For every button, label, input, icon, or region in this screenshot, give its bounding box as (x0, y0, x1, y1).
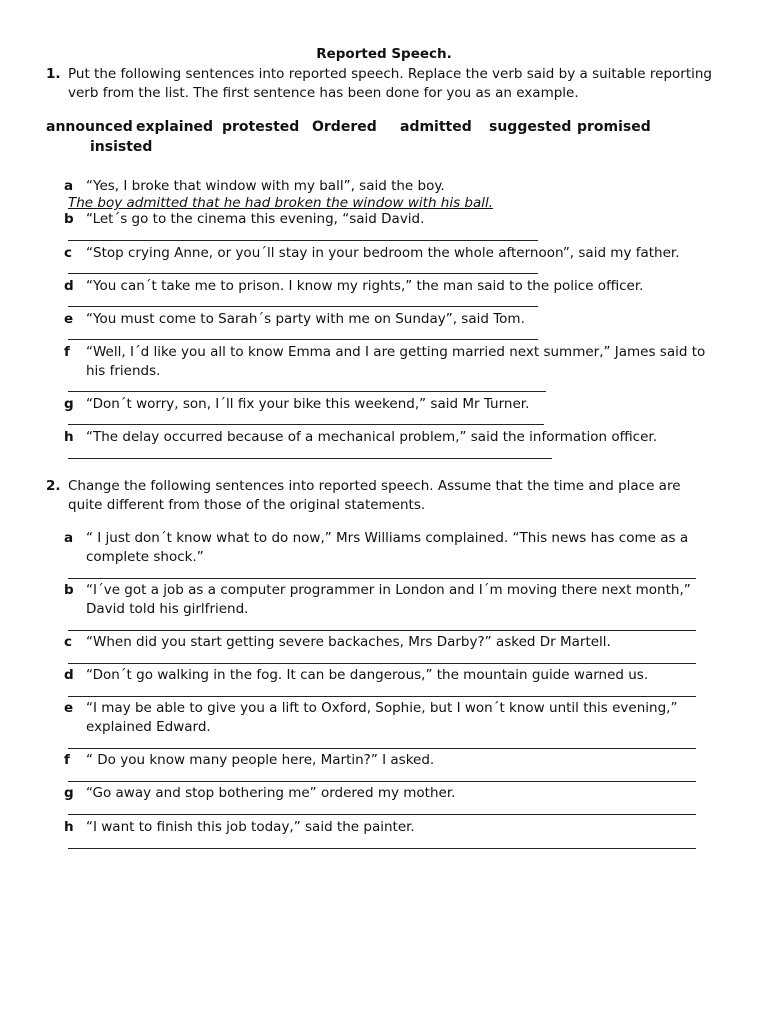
answer-line[interactable] (68, 273, 538, 274)
item-sentence: “Yes, I broke that window with my ball”, said the boy. (86, 178, 445, 194)
answer-line[interactable] (68, 339, 538, 340)
item-sentence: “ Do you know many people here, Martin?” I asked. (86, 752, 435, 768)
item-letter: a (64, 530, 74, 546)
answer-line[interactable] (68, 391, 546, 392)
verb-word: explained (136, 119, 214, 135)
item-sentence: “I´ve got a job as a computer programmer in London and I´m moving there next month,” David told his girlfriend. (86, 582, 691, 617)
verb-word: admitted (400, 119, 472, 135)
answer-line[interactable] (68, 781, 696, 782)
item-letter: g (64, 396, 74, 412)
answer-line[interactable] (68, 848, 696, 849)
item-sentence: “Well, I´d like you all to know Emma and I are getting married next summer,” James said to his friends. (86, 344, 706, 379)
item-letter: b (64, 211, 74, 227)
item-letter: c (64, 245, 73, 261)
answer-line[interactable] (68, 748, 696, 749)
exercise-1-instruction: Put the following sentences into reported speech. Replace the verb said by a suitable reporting verb from the list. The first sentence has been done for you as an example. (68, 66, 713, 101)
exercise-1-number: 1. (46, 66, 61, 82)
item-letter: c (64, 634, 73, 650)
item-sentence: “You must come to Sarah´s party with me on Sunday”, said Tom. (86, 311, 525, 327)
exercise-2-number: 2. (46, 478, 61, 494)
item-letter: d (64, 278, 74, 294)
answer-line[interactable] (68, 240, 538, 241)
answer-line[interactable] (68, 578, 696, 579)
answer-line[interactable] (68, 663, 696, 664)
answer-line[interactable] (68, 696, 696, 697)
item-letter: e (64, 311, 74, 327)
item-letter: d (64, 667, 74, 683)
exercise-2-instruction: Change the following sentences into reported speech. Assume that the time and place are quite different from those of the original statements. (68, 478, 681, 513)
item-letter: f (64, 752, 70, 768)
verb-word: promised (577, 119, 651, 135)
verb-word: announced (46, 119, 133, 135)
page-title: Reported Speech. (316, 46, 452, 62)
verb-word: Ordered (312, 119, 377, 135)
answer-line[interactable] (68, 424, 544, 425)
item-letter: f (64, 344, 70, 360)
item-sentence: “You can´t take me to prison. I know my rights,” the man said to the police officer. (86, 278, 644, 294)
answer-line[interactable] (68, 630, 696, 631)
answer-line[interactable] (68, 306, 538, 307)
item-sentence: “The delay occurred because of a mechanical problem,” said the information officer. (86, 429, 657, 445)
item-sentence: “Stop crying Anne, or you´ll stay in your bedroom the whole afternoon”, said my father. (86, 245, 680, 261)
item-sentence: “ I just don´t know what to do now,” Mrs Williams complained. “This news has come as a complete shock.” (86, 530, 689, 565)
verb-word: suggested (489, 119, 572, 135)
item-letter: e (64, 700, 74, 716)
answer-line[interactable] (68, 458, 552, 459)
item-sentence: “When did you start getting severe backaches, Mrs Darby?” asked Dr Martell. (86, 634, 611, 650)
item-sentence: “I may be able to give you a lift to Oxford, Sophie, but I won´t know until this evening,” explained Edward. (86, 700, 678, 735)
item-letter: h (64, 819, 74, 835)
item-sentence: “Let´s go to the cinema this evening, “said David. (86, 211, 425, 227)
example-answer: The boy admitted that he had broken the window with his ball. (68, 195, 494, 211)
item-sentence: “I want to finish this job today,” said the painter. (86, 819, 415, 835)
item-sentence: “Don´t go walking in the fog. It can be dangerous,” the mountain guide warned us. (86, 667, 649, 683)
item-letter: a (64, 178, 74, 194)
item-letter: b (64, 582, 74, 598)
verb-word: protested (222, 119, 300, 135)
item-letter: h (64, 429, 74, 445)
item-letter: g (64, 785, 74, 801)
verb-word: insisted (90, 139, 153, 155)
item-sentence: “Go away and stop bothering me” ordered my mother. (86, 785, 456, 801)
answer-line[interactable] (68, 814, 696, 815)
item-sentence: “Don´t worry, son, I´ll fix your bike this weekend,” said Mr Turner. (86, 396, 530, 412)
